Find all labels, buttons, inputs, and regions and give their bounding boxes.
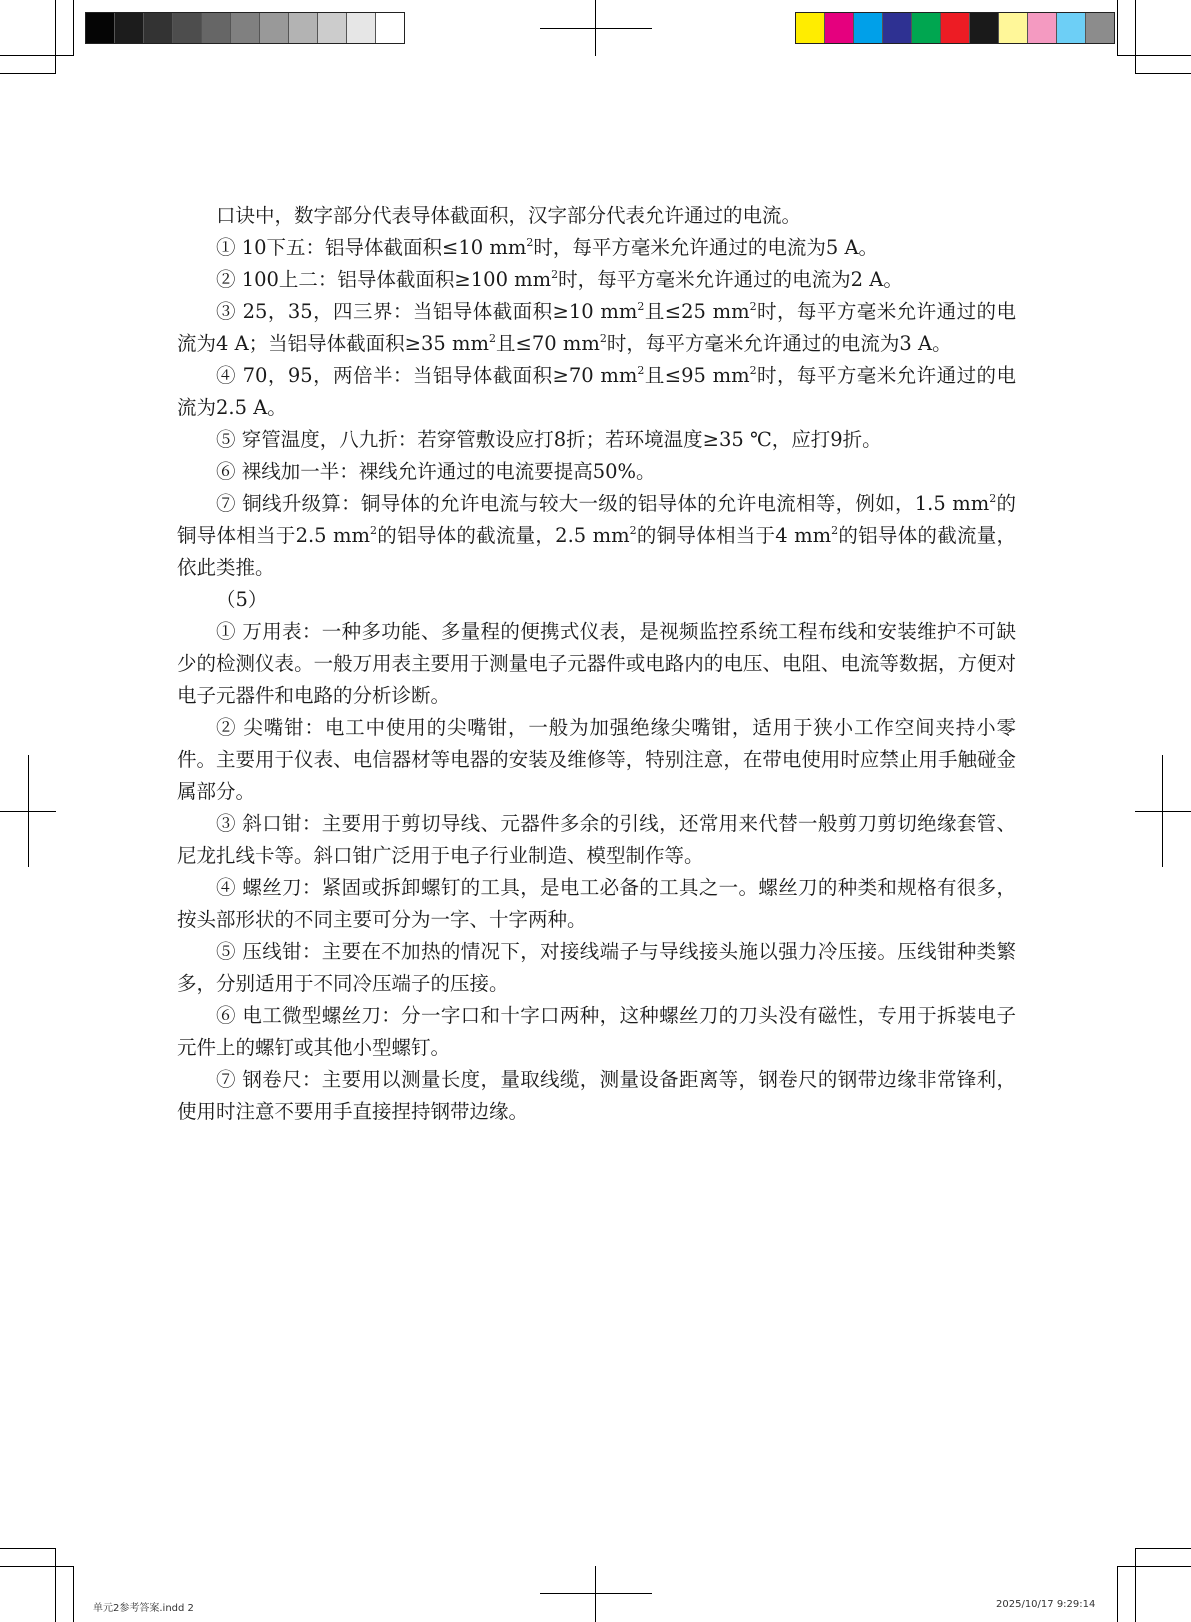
footer-file-name: 单元2参考答案.indd 2 — [93, 1603, 194, 1614]
crop-mark-top-left-h2 — [0, 55, 74, 56]
crop-mark-bottom-left-v — [55, 1548, 56, 1622]
text-run: （5） — [216, 588, 268, 611]
text-run: ① 10下五：铝导体截面积≤10 mm — [216, 236, 527, 259]
registration-mark-top-h — [540, 28, 652, 29]
color-swatch — [941, 13, 970, 43]
text-run: 且≤70 mm — [496, 332, 600, 355]
paragraph — [177, 872, 1016, 936]
paragraph — [177, 424, 1016, 456]
crop-mark-bottom-right-h2 — [1117, 1566, 1191, 1567]
text-run: 的铝导体的截流量，依此类推。 — [177, 524, 1016, 579]
text-run: ③ 25，35，四三界：当铝导体截面积≥10 mm — [216, 300, 638, 323]
crop-mark-top-right-h — [1135, 73, 1191, 74]
text-run: 时，每平方毫米允许通过的电流为2 A。 — [558, 268, 903, 291]
crop-mark-top-left-v — [55, 0, 56, 74]
superscript: 2 — [629, 524, 637, 537]
paragraph — [177, 488, 1016, 584]
superscript: 2 — [749, 364, 757, 377]
paragraph — [177, 232, 1016, 264]
text-run: ⑦ 铜线升级算：铜导体的允许电流与较大一级的铝导体的允许电流相等，例如，1.5 mm — [216, 492, 990, 515]
crop-mark-bottom-right-h — [1135, 1548, 1191, 1549]
crop-mark-bottom-left-v2 — [73, 1566, 74, 1622]
color-swatch — [1057, 13, 1086, 43]
paragraph — [177, 1000, 1016, 1064]
paragraph — [177, 808, 1016, 872]
text-run: 时，每平方毫米允许通过的电流为4 A；当铝导体截面积≥35 mm — [177, 300, 1016, 355]
footer-timestamp: 2025/10/17 9:29:14 — [996, 1599, 1096, 1610]
superscript: 2 — [599, 332, 607, 345]
text-run: ③ 斜口钳：主要用于剪切导线、元器件多余的引线，还常用来代替一般剪刀剪切绝缘套管、尼龙扎线卡等。斜口钳广泛用于电子行业制造、模型制作等。 — [177, 812, 1016, 867]
registration-mark-bottom-h — [540, 1593, 652, 1594]
crop-mark-top-left-v2 — [73, 0, 74, 56]
text-run: 时，每平方毫米允许通过的电流为5 A。 — [533, 236, 879, 259]
color-swatch — [318, 13, 347, 43]
text-run: 时，每平方毫米允许通过的电流为2.5 A。 — [177, 364, 1016, 419]
text-run: 的铜导体相当于2.5 mm — [177, 492, 1016, 547]
color-swatch — [231, 13, 260, 43]
text-run: ② 尖嘴钳：电工中使用的尖嘴钳，一般为加强绝缘尖嘴钳，适用于狭小工作空间夹持小零件。主要用于仪表、电信器材等电器的安装及维修等，特别注意，在带电使用时应禁止用手触碰金属部分。 — [177, 716, 1016, 803]
color-swatch — [260, 13, 289, 43]
color-swatch — [912, 13, 941, 43]
superscript: 2 — [831, 524, 839, 537]
grayscale-color-bar — [85, 12, 405, 44]
color-swatch — [173, 13, 202, 43]
text-run: 口诀中，数字部分代表导体截面积，汉字部分代表允许通过的电流。 — [216, 204, 802, 227]
paragraph — [177, 936, 1016, 1000]
color-swatch — [202, 13, 231, 43]
paragraph — [177, 264, 1016, 296]
superscript: 2 — [989, 492, 997, 505]
color-swatch — [347, 13, 376, 43]
process-color-bar — [795, 12, 1115, 44]
text-run: ⑥ 裸线加一半：裸线允许通过的电流要提高50%。 — [216, 460, 656, 483]
text-run: ② 100上二：铝导体截面积≥100 mm — [216, 268, 552, 291]
paragraph — [177, 584, 1016, 616]
color-swatch — [86, 13, 115, 43]
crop-mark-top-right-v — [1135, 0, 1136, 74]
paragraph — [177, 616, 1016, 712]
paragraph — [177, 200, 1016, 232]
paragraph — [177, 1064, 1016, 1128]
color-swatch — [1028, 13, 1057, 43]
superscript: 2 — [551, 268, 559, 281]
crop-mark-bottom-right-v — [1135, 1548, 1136, 1622]
superscript: 2 — [637, 364, 645, 377]
registration-mark-right-h — [1135, 811, 1191, 812]
text-run: ④ 70，95，两倍半：当铝导体截面积≥70 mm — [216, 364, 638, 387]
paragraph — [177, 296, 1016, 360]
paragraph — [177, 456, 1016, 488]
color-swatch — [289, 13, 318, 43]
crop-mark-bottom-left-h — [0, 1548, 56, 1549]
text-run: ⑦ 钢卷尺：主要用以测量长度，量取线缆，测量设备距离等，钢卷尺的钢带边缘非常锋利，使用时注意不要用手直接捏持钢带边缘。 — [177, 1068, 1016, 1123]
color-swatch — [144, 13, 173, 43]
text-run: 的铜导体相当于4 mm — [636, 524, 832, 547]
text-run: ⑤ 穿管温度，八九折：若穿管敷设应打8折；若环境温度≥35 ℃，应打9折。 — [216, 428, 882, 451]
text-run: ① 万用表：一种多功能、多量程的便携式仪表，是视频监控系统工程布线和安装维护不可缺少的检测仪表。一般万用表主要用于测量电子元器件或电路内的电压、电阻、电流等数据，方便对电子元器件和电路的分析诊断。 — [177, 620, 1016, 707]
color-swatch — [796, 13, 825, 43]
text-run: 时，每平方毫米允许通过的电流为3 A。 — [606, 332, 952, 355]
crop-mark-bottom-right-v2 — [1117, 1566, 1118, 1622]
text-run: 且≤95 mm — [644, 364, 750, 387]
color-swatch — [854, 13, 883, 43]
color-swatch — [376, 13, 404, 43]
text-run: 的铝导体的截流量，2.5 mm — [377, 524, 630, 547]
color-swatch — [999, 13, 1028, 43]
paragraph — [177, 360, 1016, 424]
registration-mark-left-h — [0, 811, 56, 812]
paragraph — [177, 712, 1016, 808]
registration-mark-bottom-v — [595, 1566, 596, 1622]
text-run: ⑤ 压线钳：主要在不加热的情况下，对接线端子与导线接头施以强力冷压接。压线钳种类繁多，分别适用于不同冷压端子的压接。 — [177, 940, 1016, 995]
color-swatch — [825, 13, 854, 43]
crop-mark-bottom-left-h2 — [0, 1566, 74, 1567]
crop-mark-top-right-h2 — [1117, 55, 1191, 56]
color-swatch — [1086, 13, 1114, 43]
superscript: 2 — [370, 524, 378, 537]
text-run: ④ 螺丝刀：紧固或拆卸螺钉的工具，是电工必备的工具之一。螺丝刀的种类和规格有很多，按头部形状的不同主要可分为一字、十字两种。 — [177, 876, 1016, 931]
superscript: 2 — [637, 300, 645, 313]
superscript: 2 — [526, 236, 534, 249]
text-run: ⑥ 电工微型螺丝刀：分一字口和十字口两种，这种螺丝刀的刀头没有磁性，专用于拆装电子元件上的螺钉或其他小型螺钉。 — [177, 1004, 1016, 1059]
document-body — [177, 200, 1016, 1128]
color-swatch — [883, 13, 912, 43]
superscript: 2 — [489, 332, 497, 345]
color-swatch — [115, 13, 144, 43]
text-run: 且≤25 mm — [644, 300, 750, 323]
color-swatch — [970, 13, 999, 43]
superscript: 2 — [749, 300, 757, 313]
crop-mark-top-left-h — [0, 73, 56, 74]
crop-mark-top-right-v2 — [1117, 0, 1118, 56]
